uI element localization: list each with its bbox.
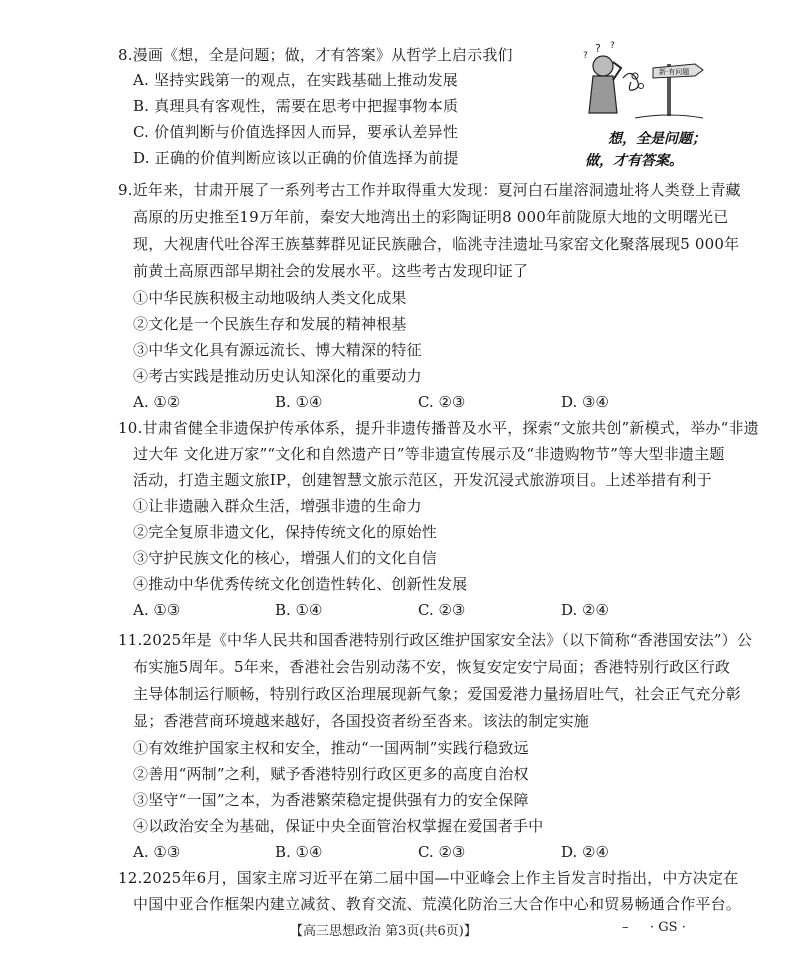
q11-stem-line1: 11.2025年是《中华人民共和国香港特别行政区维护国家安全法》（以下简称“香港国安法”）公	[118, 631, 753, 649]
footer-code: · GS ·	[650, 920, 686, 935]
q11-choice-c: C. ②③	[418, 843, 466, 861]
svg-text:?: ?	[610, 41, 615, 51]
q12-stem-line2: 中国中亚合作框架内建立减贫、教育交流、荒漠化防治三大合作中心和贸易畅通合作平台。	[133, 895, 742, 913]
cartoon-caption-line2: 做，才有答案。	[585, 153, 683, 169]
q11-statement-2: ②善用“两制”之利，赋予香港特别行政区更多的高度自治权	[133, 765, 529, 783]
cartoon-caption-line1: 想，全是问题；	[608, 131, 706, 147]
q8-stem: 8.漫画《想，全是问题；做，才有答案》从哲学上启示我们	[118, 46, 513, 64]
q9-choice-d: D. ③④	[561, 393, 609, 411]
footer-dash: –	[622, 920, 629, 935]
q10-statement-2: ②完全复原非遗文化，保持传统文化的原始性	[133, 523, 438, 541]
q9-stem-line2: 高原的历史推至19万年前，秦安大地湾出土的彩陶证明8 000年前陇原大地的文明曙光已	[133, 208, 729, 226]
q10-stem-line3: 活动，打造主题文旅IP，创建智慧文旅示范区，开发沉浸式旅游项目。上述举措有利于	[133, 471, 712, 489]
q11-stem-line2: 布实施5周年。5年来，香港社会告别动荡不安，恢复安定安宁局面；香港特别行政区行政	[133, 658, 731, 676]
q11-statement-4: ④以政治安全为基础，保证中央全面管治权掌握在爱国者手中	[133, 817, 544, 835]
page-footer: 【高三思想政治 第3页(共6页)】	[290, 924, 477, 939]
q8-option-c: C. 价值判断与价值选择因人而异，要承认差异性	[133, 123, 459, 141]
q8-option-d: D. 正确的价值判断应该以正确的价值选择为前提	[133, 149, 459, 167]
q9-choice-a: A. ①②	[133, 393, 181, 411]
q11-choice-a: A. ①③	[133, 843, 181, 861]
q11-choices	[133, 842, 733, 862]
q10-stem-line1: 10.甘肃省健全非遗保护传承体系，提升非遗传播普及水平，探索“文旅共创”新模式，举办“非遗	[118, 419, 759, 437]
q11-statement-1: ①有效维护国家主权和安全，推动“一国两制”实践行稳致远	[133, 739, 529, 757]
q10-choice-c: C. ②③	[418, 601, 466, 619]
q10-choice-b: B. ①④	[275, 601, 323, 619]
q11-stem-line4: 显；香港营商环境越来越好，各国投资者纷至沓来。该法的制定实施	[133, 712, 590, 730]
q10-statement-1: ①让非遗融入群众生活，增强非遗的生命力	[133, 497, 422, 515]
q8-option-b: B. 真理具有客观性，需要在思考中把握事物本质	[133, 97, 459, 115]
q9-choice-b: B. ①④	[275, 393, 323, 411]
q10-choice-a: A. ①③	[133, 601, 181, 619]
q9-stem-line3: 现，大视唐代吐谷浑王族墓葬群见证民族融合，临洮寺洼遗址马家窑文化聚落展现5 000年	[133, 235, 740, 253]
svg-text:?: ?	[583, 51, 588, 61]
q10-statement-4: ④推动中华优秀传统文化创造性转化、创新性发展	[133, 575, 468, 593]
q9-choice-c: C. ②③	[418, 393, 466, 411]
q9-statement-3: ③中华文化具有源远流长、博大精深的特征	[133, 341, 422, 359]
q12-stem-line1: 12.2025年6月，国家主席习近平在第二届中国—中亚峰会上作主旨发言时指出，中方决定在	[118, 869, 739, 887]
q10-choice-d: D. ②④	[561, 601, 609, 619]
q8-option-a: A. 坚持实践第一的观点，在实践基础上推动发展	[133, 71, 458, 89]
q10-choices	[133, 600, 733, 620]
thinking-person-cartoon-icon	[575, 38, 705, 123]
signpost-text: 新·有问题	[659, 68, 690, 76]
q9-statement-1: ①中华民族积极主动地吸纳人类文化成果	[133, 289, 407, 307]
q9-statement-2: ②文化是一个民族生存和发展的精神根基	[133, 315, 407, 333]
q11-choice-d: D. ②④	[561, 843, 609, 861]
q9-stem-line1: 9.近年来，甘肃开展了一系列考古工作并取得重大发现：夏河白石崖溶洞遗址将人类登上青藏	[118, 181, 741, 199]
q9-statement-4: ④考古实践是推动历史认知深化的重要动力	[133, 367, 422, 385]
svg-text:?: ?	[595, 42, 601, 55]
q9-choices	[133, 392, 733, 412]
q9-stem-line4: 前黄土高原西部早期社会的发展水平。这些考古发现印证了	[133, 262, 529, 280]
q11-stem-line3: 主导体制运行顺畅，特别行政区治理展现新气象；爱国爱港力量扬眉吐气，社会正气充分彰	[133, 685, 742, 703]
q10-statement-3: ③守护民族文化的核心，增强人们的文化自信	[133, 549, 438, 567]
q10-stem-line2: 过大年 文化进万家”“文化和自然遗产日”等非遗宣传展示及“非遗购物节”等大型非遗主题	[133, 445, 725, 463]
q11-statement-3: ③坚守“一国”之本，为香港繁荣稳定提供强有力的安全保障	[133, 791, 529, 809]
q11-choice-b: B. ①④	[275, 843, 323, 861]
